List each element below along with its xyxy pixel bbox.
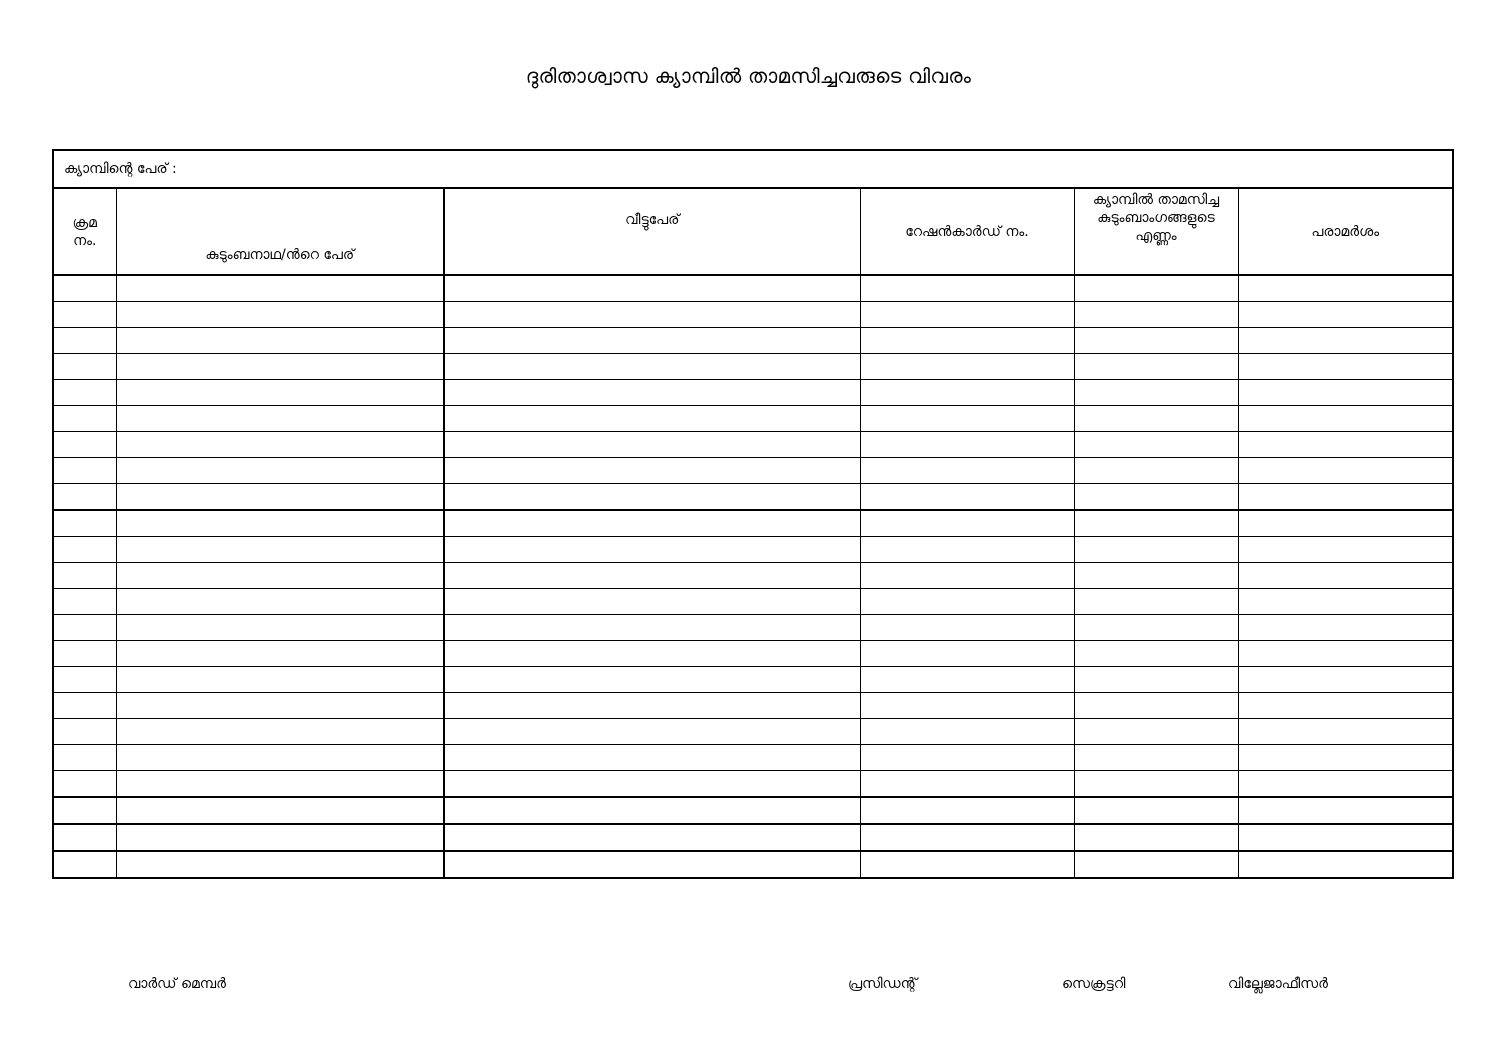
member-count-cell[interactable] <box>1074 667 1238 693</box>
member-count-cell[interactable] <box>1074 693 1238 719</box>
remarks-cell[interactable] <box>1238 667 1453 693</box>
ration-card-cell[interactable] <box>860 432 1074 458</box>
remarks-cell[interactable] <box>1238 380 1453 406</box>
table-row <box>53 510 1453 537</box>
family-head-cell[interactable] <box>116 537 444 563</box>
remarks-cell[interactable] <box>1238 797 1453 824</box>
members-header-line1: ക്യാമ്പിൽ താമസിച്ച <box>1092 192 1220 208</box>
serial-cell[interactable] <box>53 537 116 563</box>
remarks-cell[interactable] <box>1238 745 1453 771</box>
ration-card-cell[interactable] <box>860 641 1074 667</box>
remarks-cell[interactable] <box>1238 302 1453 328</box>
family-head-cell[interactable] <box>116 797 444 824</box>
table-row <box>53 458 1453 484</box>
member-count-cell[interactable] <box>1074 406 1238 432</box>
remarks-cell[interactable] <box>1238 851 1453 878</box>
table-row <box>53 328 1453 354</box>
family-head-cell[interactable] <box>116 745 444 771</box>
remarks-cell[interactable] <box>1238 563 1453 589</box>
table-row <box>53 432 1453 458</box>
serial-cell[interactable] <box>53 615 116 641</box>
table-row <box>53 824 1453 851</box>
house-name-cell[interactable] <box>444 667 860 693</box>
house-name-cell[interactable] <box>444 458 860 484</box>
family-head-cell[interactable] <box>116 458 444 484</box>
remarks-cell[interactable] <box>1238 406 1453 432</box>
serial-cell[interactable] <box>53 563 116 589</box>
house-name-cell[interactable] <box>444 563 860 589</box>
member-count-cell[interactable] <box>1074 745 1238 771</box>
serial-cell[interactable] <box>53 771 116 798</box>
ration-card-cell[interactable] <box>860 589 1074 615</box>
house-name-cell[interactable] <box>444 537 860 563</box>
members-header-line2: കുടുംബാംഗങ്ങളുടെ <box>1097 210 1215 226</box>
family-head-cell[interactable] <box>116 641 444 667</box>
member-count-cell[interactable] <box>1074 275 1238 302</box>
table-row <box>53 771 1453 798</box>
remarks-cell[interactable] <box>1238 458 1453 484</box>
remarks-cell[interactable] <box>1238 484 1453 511</box>
table-row <box>53 667 1453 693</box>
member-count-cell[interactable] <box>1074 432 1238 458</box>
house-name-cell[interactable] <box>444 745 860 771</box>
family-head-cell[interactable] <box>116 589 444 615</box>
house-name-cell[interactable] <box>444 771 860 798</box>
family-head-cell[interactable] <box>116 693 444 719</box>
member-count-cell[interactable] <box>1074 458 1238 484</box>
member-count-cell[interactable] <box>1074 510 1238 537</box>
table-row <box>53 354 1453 380</box>
family-head-cell[interactable] <box>116 667 444 693</box>
remarks-cell[interactable] <box>1238 354 1453 380</box>
member-count-cell[interactable] <box>1074 484 1238 511</box>
house-name-cell[interactable] <box>444 615 860 641</box>
table-row <box>53 851 1453 878</box>
table-row <box>53 302 1453 328</box>
ration-card-cell[interactable] <box>860 302 1074 328</box>
remarks-cell[interactable] <box>1238 719 1453 745</box>
serial-cell[interactable] <box>53 354 116 380</box>
table-row <box>53 380 1453 406</box>
family-head-cell[interactable] <box>116 563 444 589</box>
family-head-cell[interactable] <box>116 771 444 798</box>
table-row <box>53 275 1453 302</box>
remarks-cell[interactable] <box>1238 641 1453 667</box>
family-head-cell[interactable] <box>116 406 444 432</box>
family-head-cell[interactable] <box>116 851 444 878</box>
table-row <box>53 797 1453 824</box>
member-count-cell[interactable] <box>1074 719 1238 745</box>
remarks-cell[interactable] <box>1238 510 1453 537</box>
serial-cell[interactable] <box>53 589 116 615</box>
serial-cell[interactable] <box>53 406 116 432</box>
family-head-cell[interactable] <box>116 615 444 641</box>
serial-cell[interactable] <box>53 302 116 328</box>
remarks-cell[interactable] <box>1238 432 1453 458</box>
column-header-ration-card: റേഷൻകാർഡ് നം. <box>860 188 1074 275</box>
house-name-cell[interactable] <box>444 797 860 824</box>
serial-cell[interactable] <box>53 510 116 537</box>
ration-card-cell[interactable] <box>860 275 1074 302</box>
family-head-cell[interactable] <box>116 275 444 302</box>
remarks-cell[interactable] <box>1238 537 1453 563</box>
serial-cell[interactable] <box>53 432 116 458</box>
ration-card-cell[interactable] <box>860 563 1074 589</box>
family-head-cell[interactable] <box>116 432 444 458</box>
table-row <box>53 563 1453 589</box>
member-count-cell[interactable] <box>1074 302 1238 328</box>
house-name-cell[interactable] <box>444 354 860 380</box>
house-name-cell[interactable] <box>444 719 860 745</box>
ration-card-cell[interactable] <box>860 719 1074 745</box>
serial-cell[interactable] <box>53 275 116 302</box>
secretary-signature-label: സെക്രട്ടറി <box>1062 976 1126 992</box>
family-head-cell[interactable] <box>116 354 444 380</box>
ration-card-cell[interactable] <box>860 667 1074 693</box>
ration-card-cell[interactable] <box>860 824 1074 851</box>
house-name-cell[interactable] <box>444 851 860 878</box>
family-head-cell[interactable] <box>116 328 444 354</box>
remarks-cell[interactable] <box>1238 589 1453 615</box>
member-count-cell[interactable] <box>1074 354 1238 380</box>
table-row <box>53 641 1453 667</box>
ration-card-cell[interactable] <box>860 354 1074 380</box>
ward-member-signature-label: വാർഡ് മെമ്പർ <box>128 976 226 992</box>
serial-cell[interactable] <box>53 641 116 667</box>
serial-cell[interactable] <box>53 824 116 851</box>
member-count-cell[interactable] <box>1074 328 1238 354</box>
ration-card-cell[interactable] <box>860 745 1074 771</box>
serial-cell[interactable] <box>53 484 116 511</box>
house-name-cell[interactable] <box>444 484 860 511</box>
members-header-line3: എണ്ണം <box>1135 228 1177 244</box>
house-name-cell[interactable] <box>444 432 860 458</box>
serial-cell[interactable] <box>53 797 116 824</box>
house-name-cell[interactable] <box>444 693 860 719</box>
member-count-cell[interactable] <box>1074 563 1238 589</box>
member-count-cell[interactable] <box>1074 589 1238 615</box>
serial-header-line2: നം. <box>73 232 97 249</box>
serial-cell[interactable] <box>53 745 116 771</box>
member-count-cell[interactable] <box>1074 615 1238 641</box>
remarks-cell[interactable] <box>1238 615 1453 641</box>
serial-cell[interactable] <box>53 719 116 745</box>
column-header-family-head: കുടുംബനാഥ/ൻറെ പേര് <box>116 188 444 275</box>
house-name-cell[interactable] <box>444 328 860 354</box>
ration-card-cell[interactable] <box>860 380 1074 406</box>
remarks-cell[interactable] <box>1238 275 1453 302</box>
remarks-cell[interactable] <box>1238 824 1453 851</box>
ration-card-cell[interactable] <box>860 328 1074 354</box>
table-row <box>53 406 1453 432</box>
house-name-cell[interactable] <box>444 302 860 328</box>
house-name-cell[interactable] <box>444 275 860 302</box>
column-header-remarks: പരാമർശം <box>1238 188 1453 275</box>
serial-cell[interactable] <box>53 328 116 354</box>
house-name-cell[interactable] <box>444 380 860 406</box>
serial-cell[interactable] <box>53 851 116 878</box>
family-head-cell[interactable] <box>116 510 444 537</box>
family-head-cell[interactable] <box>116 302 444 328</box>
table-row <box>53 693 1453 719</box>
family-head-cell[interactable] <box>116 380 444 406</box>
member-count-cell[interactable] <box>1074 851 1238 878</box>
serial-header-line1: ക്രമ <box>72 214 97 231</box>
house-name-cell[interactable] <box>444 510 860 537</box>
president-signature-label: പ്രസിഡന്റ് <box>848 976 918 992</box>
family-head-cell[interactable] <box>116 719 444 745</box>
table-row <box>53 537 1453 563</box>
ration-card-cell[interactable] <box>860 458 1074 484</box>
remarks-cell[interactable] <box>1238 771 1453 798</box>
ration-card-cell[interactable] <box>860 406 1074 432</box>
member-count-cell[interactable] <box>1074 824 1238 851</box>
serial-cell[interactable] <box>53 458 116 484</box>
village-officer-signature-label: വില്ലേജാഫീസർ <box>1228 976 1328 992</box>
ration-card-cell[interactable] <box>860 797 1074 824</box>
serial-cell[interactable] <box>53 667 116 693</box>
ration-card-cell[interactable] <box>860 693 1074 719</box>
remarks-cell[interactable] <box>1238 328 1453 354</box>
serial-cell[interactable] <box>53 693 116 719</box>
member-count-cell[interactable] <box>1074 537 1238 563</box>
family-head-cell[interactable] <box>116 484 444 511</box>
ration-card-cell[interactable] <box>860 484 1074 511</box>
camp-name-field[interactable]: ക്യാമ്പിന്റെ പേര് : <box>53 150 1453 188</box>
ration-card-cell[interactable] <box>860 771 1074 798</box>
family-head-cell[interactable] <box>116 824 444 851</box>
column-header-member-count <box>1074 188 1238 275</box>
table-row <box>53 719 1453 745</box>
ration-card-cell[interactable] <box>860 615 1074 641</box>
serial-cell[interactable] <box>53 380 116 406</box>
ration-card-cell[interactable] <box>860 510 1074 537</box>
remarks-cell[interactable] <box>1238 693 1453 719</box>
ration-card-cell[interactable] <box>860 851 1074 878</box>
table-row <box>53 589 1453 615</box>
table-row <box>53 745 1453 771</box>
house-name-cell[interactable] <box>444 589 860 615</box>
column-header-serial-number <box>53 188 116 275</box>
member-count-cell[interactable] <box>1074 380 1238 406</box>
column-header-house-name: വീട്ടുപേര് <box>444 188 860 275</box>
member-count-cell[interactable] <box>1074 797 1238 824</box>
member-count-cell[interactable] <box>1074 771 1238 798</box>
ration-card-cell[interactable] <box>860 537 1074 563</box>
table-row <box>53 484 1453 511</box>
house-name-cell[interactable] <box>444 641 860 667</box>
table-row <box>53 615 1453 641</box>
house-name-cell[interactable] <box>444 406 860 432</box>
camp-residents-table <box>52 149 1454 879</box>
house-name-cell[interactable] <box>444 824 860 851</box>
document-title: ദുരിതാശ്വാസ ക്യാമ്പിൽ താമസിച്ചവരുടെ വിവരം <box>525 64 972 88</box>
member-count-cell[interactable] <box>1074 641 1238 667</box>
